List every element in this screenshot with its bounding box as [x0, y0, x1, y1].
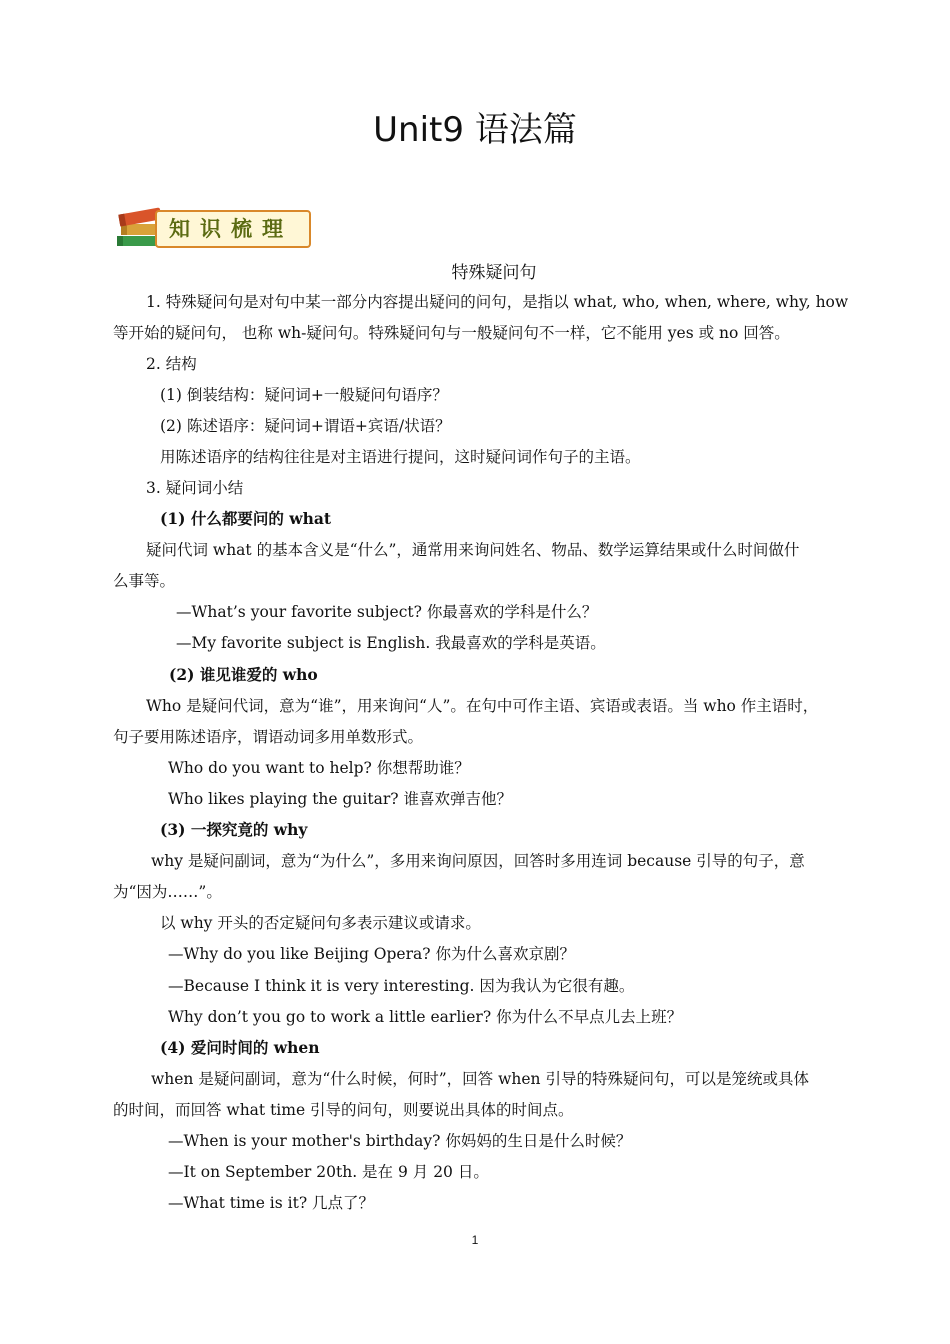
paragraph-line: 以 why 开头的否定疑问句多表示建议或请求。 [160, 914, 481, 932]
heading-structure: 2. 结构 [146, 355, 197, 373]
paragraph-line: 用陈述语序的结构往往是对主语进行提问，这时疑问词作句子的主语。 [160, 448, 641, 466]
example-line: —Because I think it is very interesting. 因为我认为它很有趣。 [168, 977, 635, 995]
subheading-who: (2) 谁见谁爱的 who [169, 665, 318, 684]
example-line: Why don’t you go to work a little earlier? 你为什么不早点儿去上班？ [168, 1008, 683, 1026]
subheading-why: (3) 一探究竟的 why [160, 820, 308, 839]
knowledge-banner [113, 202, 310, 252]
paragraph-line: 疑问代词 what 的基本含义是“什么”，通常用来询问姓名、物品、数学运算结果或什么时间做什 [146, 541, 800, 559]
example-line: —It on September 20th. 是在 9 月 20 日。 [168, 1163, 489, 1181]
list-item: (2) 陈述语序：疑问词+谓语+宾语/状语？ [160, 417, 451, 435]
example-line: —When is your mother's birthday? 你妈妈的生日是什么时候？ [168, 1132, 632, 1150]
paragraph-line: 句子要用陈述语序，谓语动词多用单数形式。 [113, 728, 424, 746]
example-line: —What time is it? 几点了？ [168, 1194, 375, 1212]
paragraph-line: 1. 特殊疑问句是对句中某一部分内容提出疑问的问句，是指以 what, who, when, where, why, how [146, 293, 849, 311]
paragraph-line: why 是疑问副词，意为“为什么”，多用来询问原因，回答时多用连词 because 引导的句子，意 [151, 852, 805, 870]
subheading-when: (4) 爱问时间的 when [160, 1038, 320, 1057]
paragraph-line: Who 是疑问代词，意为“谁”，用来询问“人”。在句中可作主语、宾语或表语。当 who 作主语时， [146, 697, 819, 715]
example-line: —Why do you like Beijing Opera? 你为什么喜欢京剧？ [168, 945, 575, 963]
example-line: Who likes playing the guitar? 谁喜欢弹吉他？ [168, 790, 512, 808]
subheading-what: (1) 什么都要问的 what [160, 509, 332, 528]
example-line: Who do you want to help? 你想帮助谁？ [168, 759, 470, 777]
page-title: Unit9 语法篇 [373, 110, 577, 150]
paragraph-line: 么事等。 [113, 572, 176, 590]
paragraph-line: 的时间，而回答 what time 引导的问句，则要说出具体的时间点。 [113, 1101, 574, 1119]
example-line: —What’s your favorite subject? 你最喜欢的学科是什么？ [176, 603, 598, 621]
section-title: 特殊疑问句 [451, 263, 537, 283]
heading-summary: 3. 疑问词小结 [146, 479, 244, 497]
paragraph-line: 为“因为……”。 [113, 883, 222, 901]
page-number: 1 [471, 1233, 479, 1247]
example-line: —My favorite subject is English. 我最喜欢的学科是英语。 [176, 634, 606, 652]
paragraph-line: when 是疑问副词，意为“什么时候，何时”，回答 when 引导的特殊疑问句，可以是笼统或具体 [151, 1070, 809, 1088]
list-item: (1) 倒装结构：疑问词+一般疑问句语序？ [160, 386, 448, 404]
banner-label: 知识梳理 [169, 217, 293, 241]
paragraph-line: 等开始的疑问句， 也称 wh-疑问句。特殊疑问句与一般疑问句不一样，它不能用 yes 或 no 回答。 [113, 324, 790, 342]
